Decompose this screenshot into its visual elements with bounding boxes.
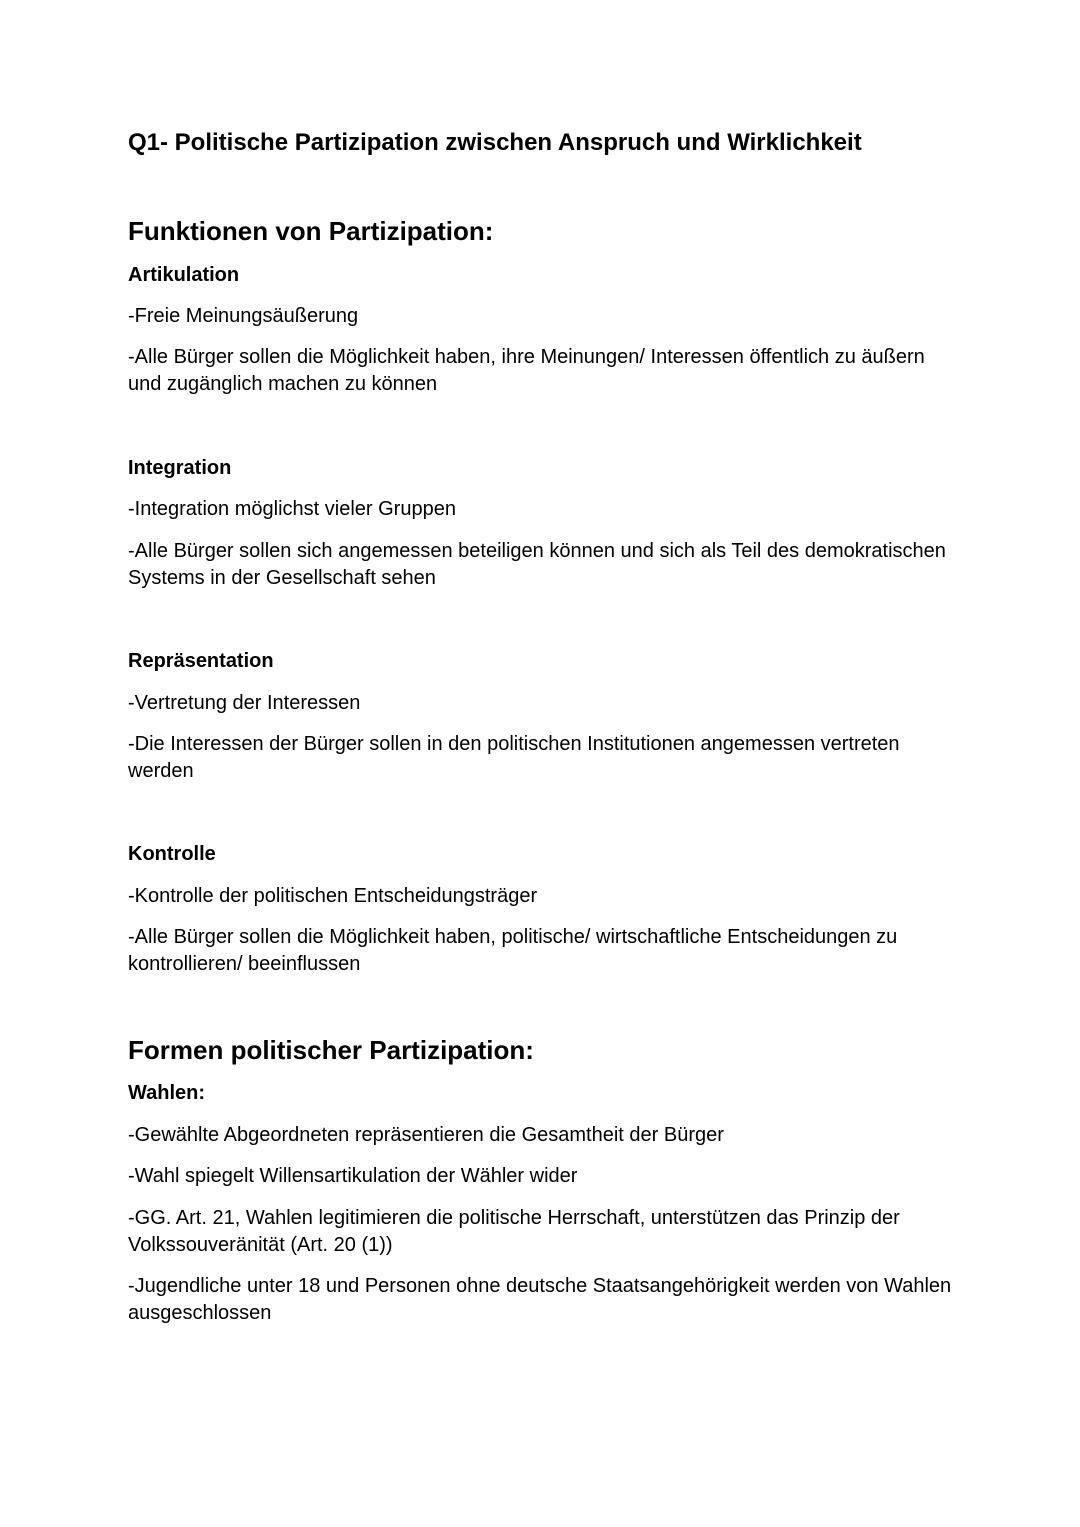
subheading-repraesentation: Repräsentation	[128, 650, 274, 672]
paragraph: -Alle Bürger sollen sich angemessen beteiligen können und sich als Teil des demokratischen Systems in der Gesellschaft sehen	[128, 540, 946, 589]
document-title: Q1- Politische Partizipation zwischen Anspruch und Wirklichkeit	[128, 129, 862, 156]
paragraph: -Integration möglichst vieler Gruppen	[128, 498, 456, 520]
section-heading-funktionen: Funktionen von Partizipation:	[128, 216, 494, 246]
paragraph: -Vertretung der Interessen	[128, 692, 361, 714]
paragraph: -Freie Meinungsäußerung	[128, 305, 359, 327]
paragraph: -Alle Bürger sollen die Möglichkeit haben, ihre Meinungen/ Interessen öffentlich zu äußern und zugänglich machen zu können	[128, 346, 925, 395]
subheading-wahlen: Wahlen:	[128, 1082, 206, 1104]
paragraph: -GG. Art. 21, Wahlen legitimieren die politische Herrschaft, unterstützen das Prinzip der Volkssouveränität (Art. 20 (1))	[128, 1207, 900, 1256]
subheading-integration: Integration	[128, 457, 232, 479]
paragraph: -Jugendliche unter 18 und Personen ohne deutsche Staatsangehörigkeit werden von Wahlen ausgeschlossen	[128, 1275, 952, 1324]
subheading-kontrolle: Kontrolle	[128, 843, 216, 865]
paragraph: -Wahl spiegelt Willensartikulation der Wähler wider	[128, 1165, 578, 1187]
subheading-artikulation: Artikulation	[128, 264, 240, 286]
paragraph: -Die Interessen der Bürger sollen in den politischen Institutionen angemessen vertreten werden	[128, 733, 900, 782]
paragraph: -Alle Bürger sollen die Möglichkeit haben, politische/ wirtschaftliche Entscheidungen zu kontrollieren/ beeinflussen	[128, 926, 898, 975]
section-heading-formen: Formen politischer Partizipation:	[128, 1035, 534, 1065]
paragraph: -Kontrolle der politischen Entscheidungsträger	[128, 885, 538, 907]
paragraph: -Gewählte Abgeordneten repräsentieren die Gesamtheit der Bürger	[128, 1124, 724, 1146]
